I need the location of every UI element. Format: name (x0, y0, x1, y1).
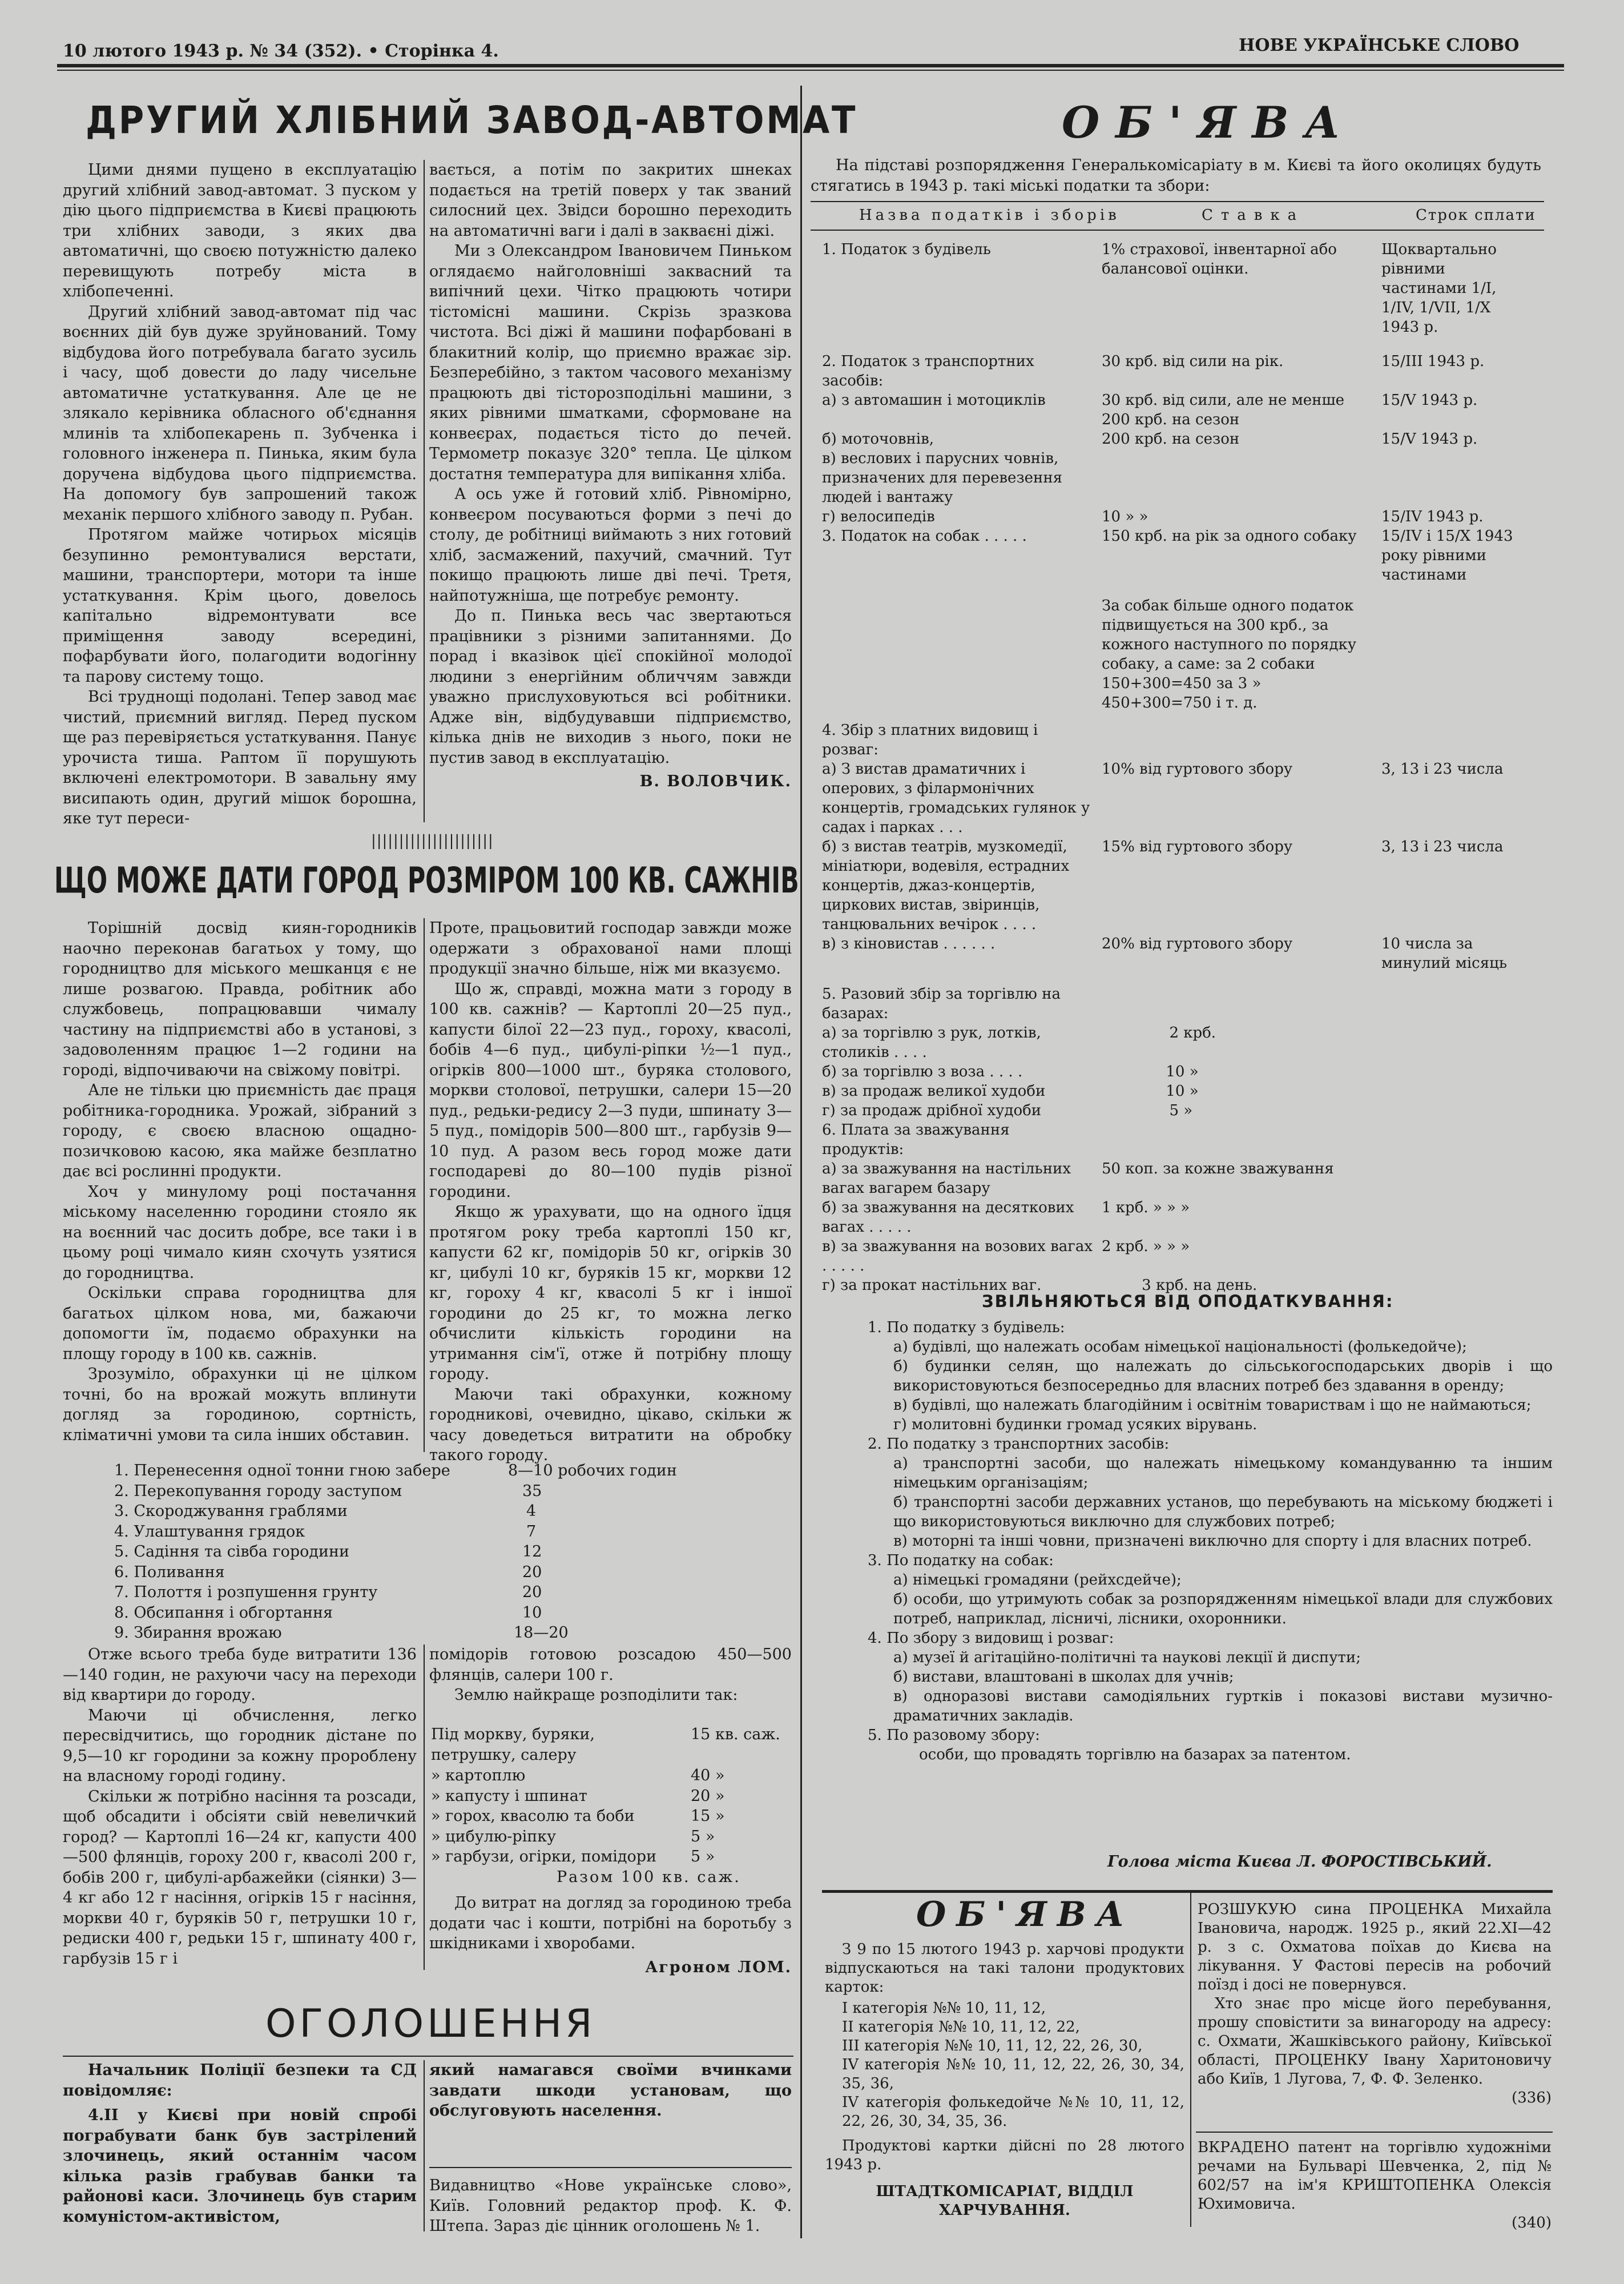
column-header: Ставка (1202, 207, 1305, 224)
table-row: 1. Податок з будівель 1% страхової, інвентарної або балансової оцінки. Щоквартально рівними частинами 1/I, 1/IV, 1/VII, 1/X 1943 р. (822, 241, 1497, 336)
paragraph: Протягом майже чотирьох місяців безупинно ремонтувалися верстати, машини, транспортери, мотори та інше устаткування. Крім цього, довелось капітально відремонтувати все приміщення заводу всередині, пофарбувати його, полагодити водогінну та парову систему тощо. (63, 526, 417, 686)
table-row: а) за зважування на настільних вагах вагарем базару 50 коп. за кожне зважування (822, 1160, 1334, 1197)
article-column (63, 160, 417, 829)
article-title: ДРУГИЙ ХЛІБНИЙ ЗАВОД-АВТОМАТ (86, 98, 858, 142)
table-row: 4. Улаштування грядок 7 (114, 1522, 537, 1541)
separator-ornament: |||||||||||||||||||||| (371, 833, 494, 850)
paragraph: помідорів готовою розсадою 450—500 флянців, салери 100 г. (429, 1646, 792, 1684)
article-column (429, 918, 792, 1466)
article-title: ЩО МОЖЕ ДАТИ ГОРОД РОЗМІРОМ 100 КВ. САЖНІВ (54, 859, 799, 901)
notice-signature: Голова міста Києва Л. ФОРОСТІВСЬКИЙ. (1107, 1853, 1492, 1871)
article-signature: В. ВОЛОВЧИК. (639, 773, 792, 790)
exemption-title: ЗВІЛЬНЯЮТЬСЯ ВІД ОПОДАТКУВАННЯ: (982, 1292, 1394, 1311)
table-row: 8. Обсипання і обгортання 10 (114, 1603, 542, 1622)
paragraph: До витрат на догляд за городиною треба додати час і кошти, потрібні на боротьбу з шкідниками і хворобами. (429, 1894, 792, 1952)
article-column (63, 1644, 417, 1969)
table-total: Разом 100 кв. саж. (557, 1868, 741, 1886)
table-row: 2. Перекопування городу заступом 35 (114, 1482, 542, 1500)
paragraph: Маючи такі обрахунки, кожному городникові, очевидно, цікаво, скільки ж часу доведеться витратити на обробку такого городу. (429, 1385, 792, 1464)
paragraph: Проте, працьовитий господар завжди може одержати з обрахованої нами площі продукції значно більше, ніж ми вказуємо. (429, 919, 792, 978)
table-row: » гарбузи, огірки, помідори 5 » (431, 1848, 715, 1865)
section-title: ОГОЛОШЕННЯ (265, 2001, 596, 2046)
paragraph: Отже всього треба буде витратити 136—140 годин, не рахуючи часу на переходи від квартири до городу. (63, 1646, 417, 1704)
article-column (429, 1644, 792, 1706)
paragraph: Цими днями пущено в експлуатацію другий хлібний завод-автомат. З пуском у дію цього підприємства в Києві працюють три хлібних заводи, з яких два автоматичні, що своєю потужністю далеко перевищують потребу міста в хлібопеченні. (63, 161, 417, 300)
table-row: в) з кіновистав . . . . . . 20% від гуртового збору 10 числа за минулий місяць (822, 935, 1507, 972)
table-row: » картоплю 40 » (431, 1767, 725, 1784)
land-plan-table (431, 1724, 791, 1887)
exemption-list: 1. По податку з будівель: а) будівлі, що належать особам німецької національності (фолькедойче); б) будинки селян, що належать до сільськогосподарських дворів і що використовуються безпосередньо для власних потреб без здавання в оренду; в) будівлі, що належать благодійним і освітнім товариствам і що не наймаються; г) молитовні будинки громад усяких вірувань. 2. По податку з транспортних засобів: а) транспортні засоби, що належать німецькому командуванню та іншим німецьким організаціям; б) транспортні засоби державних установ, що перебувають на міському бюджеті і що використовуються виключно для службових потреб; в) моторні та інші човни, призначені виключно для спорту і для власних потреб. 3. По податку на собак: а) німецькі громадяни (рейхсдейче); б) особи, що утримують собак за розпорядженням німецької влади для службових потреб, наприклад, лісничі, лісники, охоронники. 4. По збору з видовищ і розваг: а) музеї й агітаційно-політичні та наукові лекції й диспути; б) вистави, влаштовані в школах для учнів; в) одноразові вистави самодіяльних гуртків і показові вистави музично-драматичних закладів. 5. По разовому збору: особи, що провадять торгівлю на базарах за патентом. (868, 1319, 1553, 1763)
notice-title: ОБ'ЯВА (1062, 97, 1356, 148)
table-row: б) за торгівлю з воза . . . . 10 » (822, 1063, 1199, 1080)
table-row: 5. Садіння та сівба городини 12 (114, 1543, 542, 1561)
paragraph: 4.II у Києві при новій спробі пограбувати банк був застрілений злочинець, який останнім часом кілька разів грабував банки та районові каси. Злочинець був старим комуністом-активістом, (63, 2106, 417, 2226)
table-row: а) З вистав драматичних і оперових, з філармонічних концертів, громадських гулянок у садах і парках . . . 10% від гуртового збору 3, 13 і 23 числа (822, 761, 1504, 836)
column-header: Назва податків і зборів (859, 207, 1120, 224)
notice-intro: На підставі розпорядження Генералькомісаріату в м. Києві та його околицях будуть стягатись в 1943 р. такі міські податки та збори: (811, 156, 1541, 195)
paragraph: Ми з Олександром Івановичем Пиньком оглядаємо найголовніші заквасний та випічний цехи. Чітко працюють чотири тістомісні машини. Скрізь зразкова чистота. Всі діжі й машини пофарбовані в блакитний колір, що приємно вражає зір. Безперебійно, з тактом часового механізму працюють дві тісторозподільні машини, з яких рівними шматками, сформоване на конвеєрах, подається тісто до печей. Термометр показує 320° тепла. Це цілком достатня температура для випікання хліба. (429, 242, 792, 483)
table-row: 7. Полоття і розпушення грунту 20 (114, 1583, 542, 1601)
table-row: Під моркву, буряки, петрушку, салеру 15 кв. саж. (431, 1726, 780, 1764)
paragraph: Скільки ж потрібно насіння та розсади, щоб обсадити і обсіяти свій невеличкий город? — Картоплі 16—24 кг, капусти 400—500 флянців, гороху 200 г, квасолі 200 г, бобів 200 г, цибулі-арбажейки (сіянки) 3—4 кг або 12 г насіння, огірків 15 г насіння, моркви 40 г, буряків 50 г, петрушки 10 г, редиски 400 г, редьки 15 г, шпинату 400 г, гарбузів 15 г і (63, 1787, 417, 1968)
table-row: 6. Поливання 20 (114, 1563, 542, 1581)
column-header: Строк сплати (1416, 207, 1536, 224)
publisher-imprint: Видавництво «Нове українське слово», Київ. Головний редактор проф. К. Ф. Штепа. Зараз діє цінник оголошень № 1. (429, 2177, 792, 2235)
paragraph: Оскільки справа городництва для багатьох цілком нова, ми, бажаючи допомогти їм, подаємо обрахунки на площу городу в 100 кв. сажнів. (63, 1284, 417, 1363)
table-row: г) за прокат настільних ваг. 3 крб. на день. (822, 1277, 1258, 1294)
table-row: г) за продаж дрібної худоби 5 » (822, 1102, 1193, 1119)
table-row: » цибулю-ріпку 5 » (431, 1827, 715, 1845)
table-row: » горох, квасолю та боби 15 » (431, 1807, 725, 1825)
table-row: в) веслових і парусних човнів, призначених для перевезення людей і вантажу (822, 450, 1063, 506)
table-row: 3. Податок на собак . . . . . 150 крб. на рік за одного собаку 15/IV і 15/X 1943 року рівними частинами (822, 528, 1513, 584)
paragraph: Маючи ці обчислення, легко пересвідчитись, що городник дістане по 9,5—10 кг городини за кожну пророблену на власному городі годину. (63, 1706, 417, 1785)
paragraph: До п. Пинька весь час звертаються працівники з різними запитаннями. До порад і вказівок цієї спокійної молодої людини з енергійним обличчям завжди уважно прислуховуються всі робітники. Адже він, відбудувавши підприємство, кілька днів не виходив з нього, поки не пустив завод в експлуатацію. (429, 607, 792, 767)
notice-signature: ШТАДТКОМІСАРІАТ, ВІДДІЛ ХАРЧУВАННЯ. (876, 2183, 1134, 2219)
paragraph: Всі труднощі подолані. Тепер завод має чистий, приємний вигляд. Перед пуском ще раз перевіряється устаткування. Панує урочиста тиша. Раптом її порушують включені електромотори. В завальну яму висипають один, другий мішок борошна, яке тут переси- (63, 688, 417, 827)
table-row: За собак більше одного податок підвищується на 300 крб., за кожного наступного по порядку собаку, а саме: за 2 собаки 150+300=450 за 3 » 450+300=750 і т. д. (1102, 597, 1357, 711)
paragraph: Землю найкраще розподілити так: (454, 1686, 738, 1704)
article-column (429, 1893, 792, 1977)
search-notice: РОЗШУКУЮ сина ПРОЦЕНКА Михайла Івановича, народж. 1925 р., який 22.XI—42 р. з с. Охматова поїхав до Києва на лікування. У Фастові пересів на робочий поїзд і досі не повернувся. Хто знає про місце його перебування, прошу сповістити за винагороду на адресу: с. Охмати, Жашківського району, Київської області, ПРОЦЕНКУ Івану Харитоновичу або Київ, 1 Лугова, 7, Ф. Ф. Зеленко. (336) (1198, 1901, 1552, 2106)
notice-title: ОБ'ЯВА (916, 1895, 1135, 1935)
table-row: в) за продаж великої худоби 10 » (822, 1083, 1199, 1100)
table-row: » капусту і шпинат 20 » (431, 1787, 725, 1805)
table-row: 5. Разовий збір за торгівлю на базарах: (822, 986, 1061, 1022)
tax-table (822, 240, 1553, 1295)
table-row: 6. Плата за зважування продуктів: (822, 1121, 1010, 1158)
paragraph: який намагався своїми вчинками завдати шкоди установам, що обслуговують населення. (429, 2061, 792, 2120)
table-row: 2. Податок з транспортних засобів: 30 крб. від сили на рік. 15/III 1943 р. (822, 353, 1485, 389)
table-row: 3. Скороджування граблями 4 (114, 1502, 537, 1520)
article-column (429, 160, 792, 792)
paragraph: А ось уже й готовий хліб. Рівномірно, конвеєром посуваються форми з печі до столу, де робітниці виймають з них готовий хліб, засмажений, пахучий, смачний. Тут покищо працюють лише дві печі. Третя, найпотужніша, ще потребує ремонту. (429, 485, 792, 605)
work-hours-table (114, 1461, 771, 1643)
issue-date: 10 лютого 1943 р. № 34 (352). • Сторінка 4. (63, 41, 499, 61)
article-signature: Агроном ЛОМ. (645, 1958, 792, 1976)
table-row: 9. Збирання врожаю 18—20 (114, 1624, 569, 1642)
announcement-column (429, 2060, 792, 2121)
header-rule (57, 64, 1564, 67)
column-divider (800, 86, 802, 2238)
stolen-notice: ВКРАДЕНО патент на торгівлю художніми речами на Бульварі Шевченка, 2, під № 602/57 на ім'я КРИШТОПЕНКА Олексія Юхимовича. (340) (1198, 2139, 1552, 2231)
table-row: 1. Перенесення одної тонни гною забере 8—10 робочих годин (114, 1462, 677, 1479)
table-row: а) з автомашин і мотоциклів 30 крб. від сили, але не менше 200 крб. на сезон 15/V 1943 р. (822, 392, 1478, 428)
paragraph: вається, а потім по закритих шнеках подається на третій поверх у так званий силосний цех. Звідси борошно переходить на автоматичні ваги і далі в закваєні діжі. (429, 161, 792, 240)
paragraph: Зрозуміло, обрахунки ці не цілком точні, бо на врожай можуть вплинути догляд за городиною, сортність, кліматичні умови та сила інших обставин. (63, 1365, 417, 1444)
table-row: б) моточовнів, 200 крб. на сезон 15/V 1943 р. (822, 431, 1478, 448)
paragraph: Що ж, справді, можна мати з городу в 100 кв. сажнів? — Картоплі 20—25 пуд., капусти білої 22—23 пуд., гороху, квасолі, бобів 4—6 пуд., цибулі-ріпки ½—1 пуд., огірків 800—1000 шт., буряка столового, моркви столової, петрушки, салери 15—20 пуд., редьки-редису 2—3 пуди, шпинату 3—5 пуд., помідорів 500—800 шт., гарбузів 9—10 пуд. А разом весь город може дати господареві до 80—100 пудів різної городини. (429, 980, 792, 1201)
table-row: а) за торгівлю з рук, лотків, столиків . . . . 2 крб. (822, 1024, 1216, 1061)
paragraph: Хоч у минулому році постачання міському населенню городини стояло як на воєнний час досить добре, все таки і в цьому році чимало киян схочуть узятися до городництва. (63, 1183, 417, 1282)
paragraph: Другий хлібний завод-автомат під час воєнних дій був дуже зруйнований. Тому відбудова його потребувала багато зусиль і часу, щоб довести до ладу чисельне автоматичне устаткування. Але це не злякало керівника обласного об'єднання млинів та хлібопекарень п. Зубченка і головного інженера п. Пинька, яким була доручена відбудова цього підприємства. На допомогу був запрошений також механік першого хлібного заводу п. Рубан. (63, 303, 417, 524)
paragraph: Але не тільки цю приємність дає праця робітника-городника. Урожай, зібраний з городу, є своєю власною ощадно-позичковою касою, яка майже безплатно дає всі рослинні продукти. (63, 1081, 417, 1180)
newspaper-title: НОВЕ УКРАЇНСЬКЕ СЛОВО (1239, 35, 1520, 55)
paragraph: Якщо ж урахувати, що на одного їдця протягом року треба картоплі 150 кг, капусти 62 кг, помідорів 50 кг, огірків 30 кг, цибулі 10 кг, буряків 15 кг, моркви 12 кг, гороху 4 кг, квасолі 5 кг і іншої городини до 25 кг, то можна легко обчислити кількість городини на утримання сім'ї, отже й потрібну площу городу. (429, 1203, 792, 1383)
table-row: в) за зважування на возових вагах . . . . . 2 крб. » » » (822, 1238, 1190, 1274)
table-row: г) велосипедів 10 » » 15/IV 1943 р. (822, 508, 1484, 525)
table-row: б) з вистав театрів, музкомедії, мініатюри, водевіля, естрадних концертів, джаз-концертів, циркових вистав, звіринців, танцювальних вечірок . . . . 15% від гуртового збору 3, 13 і 23 числа (822, 838, 1504, 933)
paragraph: Начальник Поліції безпеки та СД повідомляє: (63, 2061, 417, 2100)
announcement-column (63, 2060, 417, 2227)
table-row: 4. Збір з платних видовищ і розваг: (822, 722, 1038, 758)
food-notice: З 9 по 15 лютого 1943 р. харчові продукти відпускаються на такі талони продуктових карток: I категорія №№ 10, 11, 12, II категорія №№ 10, 11, 12, 22, III категорія №№ 10, 11, 12, 22, 26, 30, IV категорія №№ 10, 11, 12, 22, 26, 30, 34, 35, 36, IV категорія фолькедойче №№ 10, 11, 12, 22, 26, 30, 34, 35, 36. Продуктові картки дійсні по 28 лютого 1943 р. ШТАДТКОМІСАРІАТ, ВІДДІЛ ХАРЧУВАННЯ. (825, 1941, 1184, 2219)
article-column (63, 918, 417, 1445)
table-row: б) за зважування на десяткових вагах . . . . . 1 крб. » » » (822, 1199, 1190, 1236)
paragraph: Торішній досвід киян-городників наочно переконав багатьох у тому, що городництво для міського мешканця є не лише розвагою. Правда, робітник або службовець, попрацювавши чималу частину на підприємстві або в установі, з задоволенням працює 1—2 години на городі, відпочиваючи на свіжому повітрі. (63, 919, 417, 1079)
